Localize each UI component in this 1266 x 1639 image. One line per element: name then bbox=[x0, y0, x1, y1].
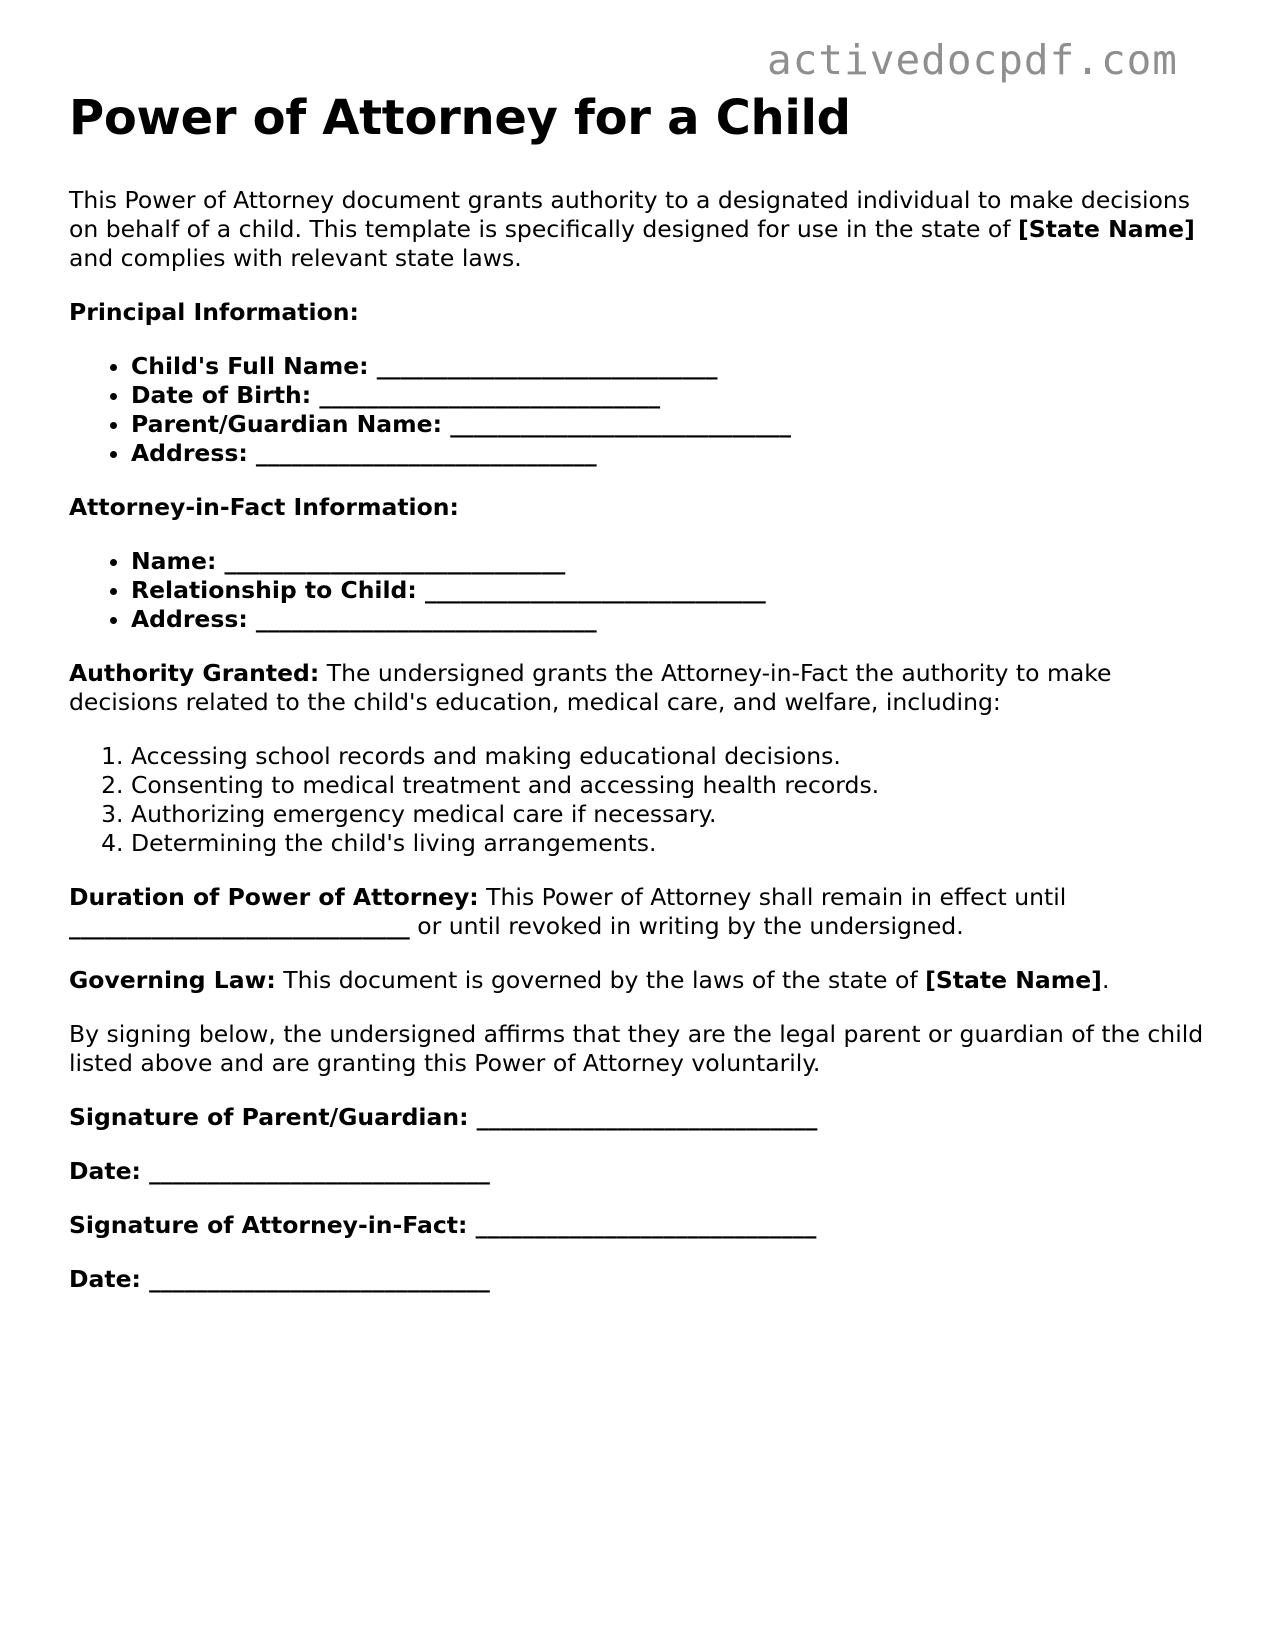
duration-blank[interactable]: _____________________________ bbox=[69, 912, 410, 940]
signature-parent-guardian bbox=[69, 1103, 1209, 1132]
intro-text-after: and complies with relevant state laws. bbox=[69, 244, 522, 272]
attorney-fields-list bbox=[69, 547, 1209, 634]
document-page bbox=[69, 90, 1209, 1319]
fill-in-blank[interactable]: _____________________________ bbox=[424, 576, 766, 604]
field-attorney-name bbox=[131, 547, 1209, 576]
authority-text: The undersigned grants the Attorney-in-Fact the authority to make decisions related to the child's education, medical care, and welfare, including: bbox=[69, 659, 1112, 716]
field-child-full-name bbox=[131, 352, 1209, 381]
signature-label: Signature of Parent/Guardian: bbox=[69, 1103, 469, 1131]
document-title: Power of Attorney for a Child bbox=[69, 90, 851, 146]
signature-label: Signature of Attorney-in-Fact: bbox=[69, 1211, 468, 1239]
governing-label: Governing Law: bbox=[69, 966, 276, 994]
field-label: Address: bbox=[131, 605, 248, 633]
principal-heading: Principal Information: bbox=[69, 298, 359, 326]
date-label: Date: bbox=[69, 1265, 141, 1293]
field-label: Address: bbox=[131, 439, 248, 467]
date-blank[interactable]: _____________________________ bbox=[149, 1157, 490, 1185]
date-parent-guardian bbox=[69, 1157, 1209, 1186]
authority-item: 3. Authorizing emergency medical care if necessary. bbox=[131, 800, 1209, 829]
fill-in-blank[interactable]: _____________________________ bbox=[450, 410, 791, 438]
fill-in-blank[interactable]: _____________________________ bbox=[224, 547, 566, 575]
authority-item: 4. Determining the child's living arrangements. bbox=[131, 829, 1209, 858]
field-attorney-address bbox=[131, 605, 1209, 634]
governing-law-paragraph bbox=[69, 966, 1209, 995]
attorney-heading: Attorney-in-Fact Information: bbox=[69, 493, 459, 521]
duration-text-before: This Power of Attorney shall remain in effect until bbox=[478, 883, 1067, 911]
watermark: activedocpdf.com bbox=[767, 36, 1178, 84]
fill-in-blank[interactable]: _____________________________ bbox=[376, 352, 718, 380]
authority-item: 1. Accessing school records and making educational decisions. bbox=[131, 742, 1209, 771]
authority-list bbox=[69, 742, 1209, 858]
duration-label: Duration of Power of Attorney: bbox=[69, 883, 479, 911]
field-label: Relationship to Child: bbox=[131, 576, 417, 604]
field-label: Child's Full Name: bbox=[131, 352, 369, 380]
field-relationship-to-child bbox=[131, 576, 1209, 605]
authority-paragraph bbox=[69, 659, 1209, 717]
intro-state-placeholder: [State Name] bbox=[1018, 215, 1195, 243]
date-attorney-in-fact bbox=[69, 1265, 1209, 1294]
fill-in-blank[interactable]: _____________________________ bbox=[319, 381, 661, 409]
fill-in-blank[interactable]: _____________________________ bbox=[255, 439, 597, 467]
field-parent-guardian-name bbox=[131, 410, 1209, 439]
duration-paragraph bbox=[69, 883, 1209, 941]
field-date-of-birth bbox=[131, 381, 1209, 410]
field-label: Date of Birth: bbox=[131, 381, 312, 409]
governing-end: . bbox=[1101, 966, 1110, 994]
date-blank[interactable]: _____________________________ bbox=[149, 1265, 490, 1293]
signature-blank[interactable]: _____________________________ bbox=[475, 1211, 817, 1239]
duration-text-after: or until revoked in writing by the undersigned. bbox=[409, 912, 964, 940]
fill-in-blank[interactable]: _____________________________ bbox=[255, 605, 597, 633]
intro-paragraph bbox=[69, 186, 1209, 273]
principal-fields-list bbox=[69, 352, 1209, 468]
field-principal-address bbox=[131, 439, 1209, 468]
signature-attorney-in-fact bbox=[69, 1211, 1209, 1240]
affirmation-paragraph: By signing below, the undersigned affirms that they are the legal parent or guardian of the child listed above and are granting this Power of Attorney voluntarily. bbox=[69, 1020, 1204, 1077]
authority-label: Authority Granted: bbox=[69, 659, 320, 687]
governing-text: This document is governed by the laws of the state of bbox=[275, 966, 926, 994]
intro-text-before: This Power of Attorney document grants authority to a designated individual to make decisions on behalf of a child. This template is specifically designed for use in the state of bbox=[69, 186, 1191, 243]
field-label: Name: bbox=[131, 547, 217, 575]
authority-item: 2. Consenting to medical treatment and accessing health records. bbox=[131, 771, 1209, 800]
date-label: Date: bbox=[69, 1157, 141, 1185]
field-label: Parent/Guardian Name: bbox=[131, 410, 442, 438]
governing-state-placeholder: [State Name] bbox=[925, 966, 1102, 994]
signature-blank[interactable]: _____________________________ bbox=[476, 1103, 818, 1131]
